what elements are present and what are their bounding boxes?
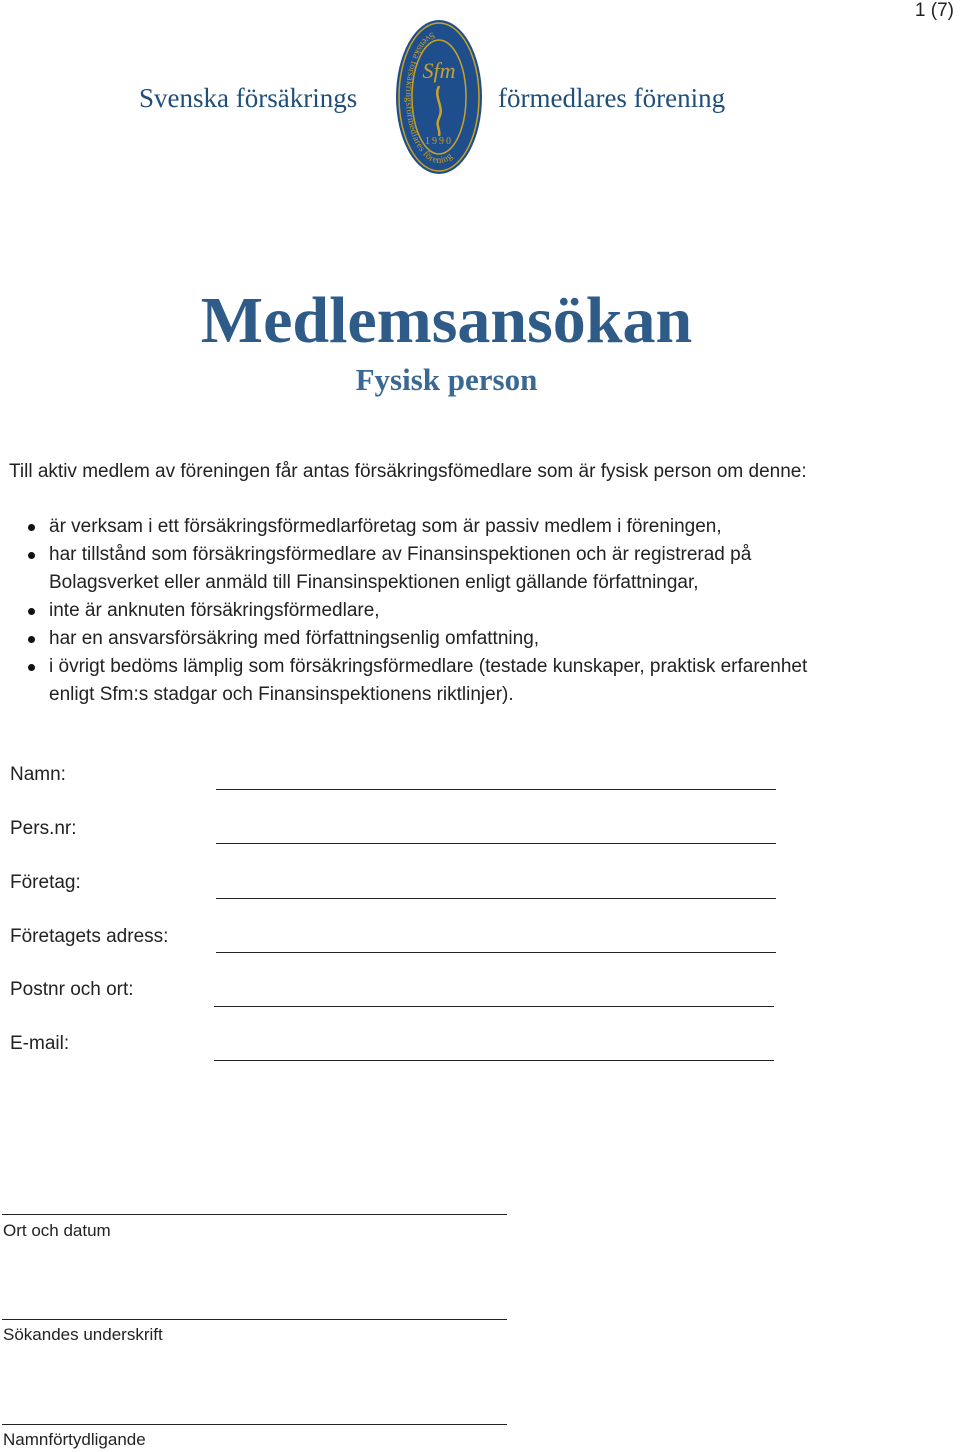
page-subtitle: Fysisk person [355, 362, 538, 397]
criteria-item: har en ansvarsförsäkring med författningsenlig omfattning, [0, 625, 960, 653]
field-label-postnr-ort: Postnr och ort: [10, 979, 134, 1000]
signature-label-underskrift: Sökandes underskrift [3, 1325, 163, 1344]
signature-line-namnfortydligande[interactable] [2, 1424, 507, 1425]
criteria-item: är verksam i ett försäkringsförmedlarföretag som är passiv medlem i föreningen, [0, 513, 960, 541]
field-line-email[interactable] [214, 1060, 774, 1061]
bullet-icon [28, 664, 35, 671]
field-label-email: E-mail: [10, 1033, 70, 1054]
org-name-left: Svenska försäkrings [139, 83, 358, 113]
criteria-item: inte är anknuten försäkringsförmedlare, [0, 597, 960, 625]
org-name-right: förmedlares förening [498, 83, 726, 113]
field-line-persnr[interactable] [216, 843, 776, 844]
criteria-item: i övrigt bedöms lämplig som försäkringsförmedlare (testade kunskaper, praktisk erfarenhet enligt Sfm:s stadgar och Finansinspektionens riktlinjer). [0, 653, 819, 709]
signature-label-namnfortydligande: Namnförtydligande [3, 1430, 146, 1449]
field-label-foretag: Företag: [10, 872, 81, 893]
bullet-icon [28, 524, 35, 531]
bullet-icon [28, 552, 35, 559]
signature-line-ort-datum[interactable] [2, 1214, 507, 1215]
bullet-icon [28, 608, 35, 615]
logo-monogram: Sfm [422, 58, 456, 83]
field-line-foretagets-adress[interactable] [216, 952, 776, 953]
bullet-icon [28, 636, 35, 643]
field-line-postnr-ort[interactable] [214, 1006, 774, 1007]
field-line-namn[interactable] [216, 789, 776, 790]
field-label-namn: Namn: [10, 764, 66, 785]
field-label-persnr: Pers.nr: [10, 818, 77, 839]
page-title: Medlemsansökan [200, 284, 693, 357]
page-number: 1 (7) [914, 0, 954, 21]
signature-label-ort-datum: Ort och datum [3, 1221, 111, 1240]
logo-year: 1990 [425, 136, 453, 147]
sfm-logo [395, 18, 483, 176]
criteria-list [0, 513, 960, 709]
logo-ring-text: Svenska försäkringsförmedlares förening [402, 29, 455, 167]
field-label-foretagets-adress: Företagets adress: [10, 926, 169, 947]
signature-line-underskrift[interactable] [2, 1319, 507, 1320]
field-line-foretag[interactable] [216, 898, 776, 899]
intro-text: Till aktiv medlem av föreningen får antas försäkringsfömedlare som är fysisk person om denne: [9, 461, 807, 482]
criteria-item: har tillstånd som försäkringsförmedlare av Finansinspektionen och är registrerad på Bolagsverket eller anmäld till Finansinspektionen enligt gällande författningar, [0, 541, 789, 597]
